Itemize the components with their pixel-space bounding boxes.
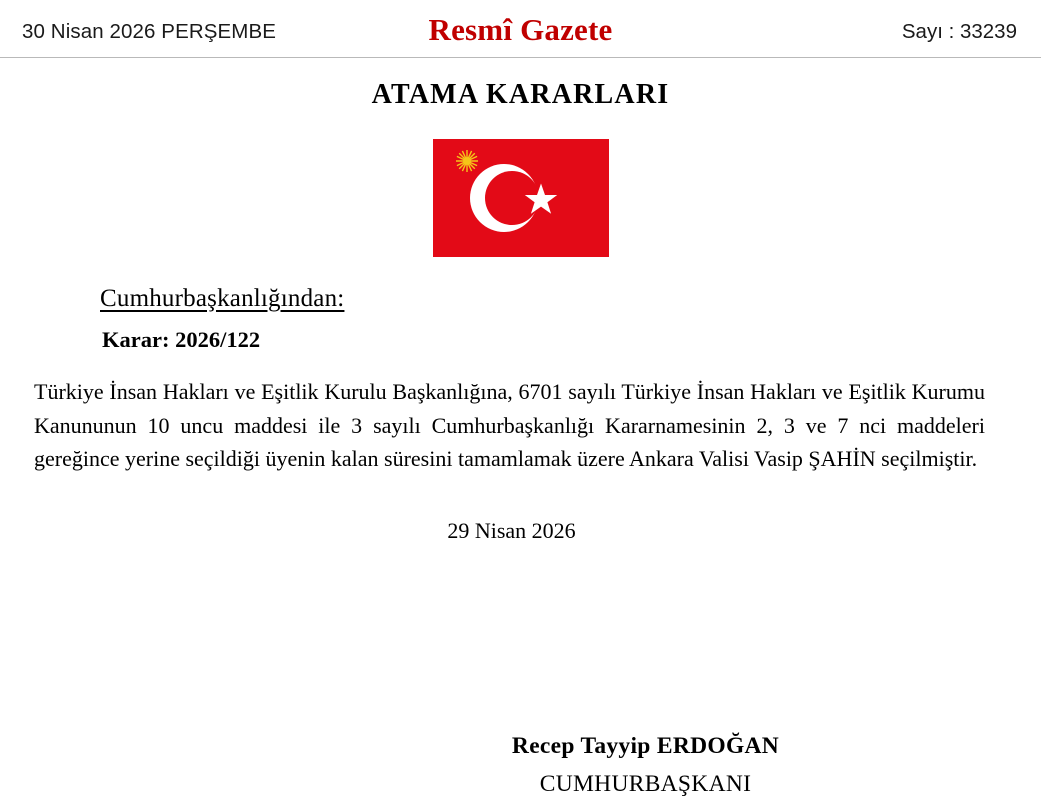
- document-heading: ATAMA KARARLARI: [371, 79, 670, 110]
- sun-burst-icon: [455, 149, 479, 173]
- signature-block: [0, 733, 1041, 798]
- issuing-authority: Cumhurbaşkanlığından:: [100, 285, 345, 312]
- masthead: [0, 0, 1041, 58]
- decision-date: 29 Nisan 2026: [447, 517, 576, 543]
- masthead-title: Resmî Gazete: [428, 12, 613, 47]
- masthead-issue-number: Sayı : 33239: [901, 20, 1017, 43]
- document-body: [0, 285, 1041, 544]
- masthead-date: 30 Nisan 2026 PERŞEMBE: [22, 20, 277, 43]
- decision-text: Türkiye İnsan Hakları ve Eşitlik Kurulu Başkanlığına, 6701 sayılı Türkiye İnsan Hakları ve Eşitlik Kurumu Kanununun 10 uncu maddesi ile 3 sayılı Cumhurbaşkanlığı Kararnamesinin 2, 3 ve 7 nci maddeleri gereğince yerine seçildiği üyenin kalan süresini tamamlamak üzere Ankara Valisi Vasip ŞAHİN seçilmiştir.: [34, 379, 985, 471]
- turkish-flag-icon: [433, 139, 609, 257]
- emblem-container: [0, 139, 1041, 257]
- decision-number: Karar: 2026/122: [102, 327, 261, 352]
- signatory-name: Recep Tayyip ERDOĞAN: [511, 733, 780, 759]
- signatory-title: CUMHURBAŞKANI: [539, 771, 752, 797]
